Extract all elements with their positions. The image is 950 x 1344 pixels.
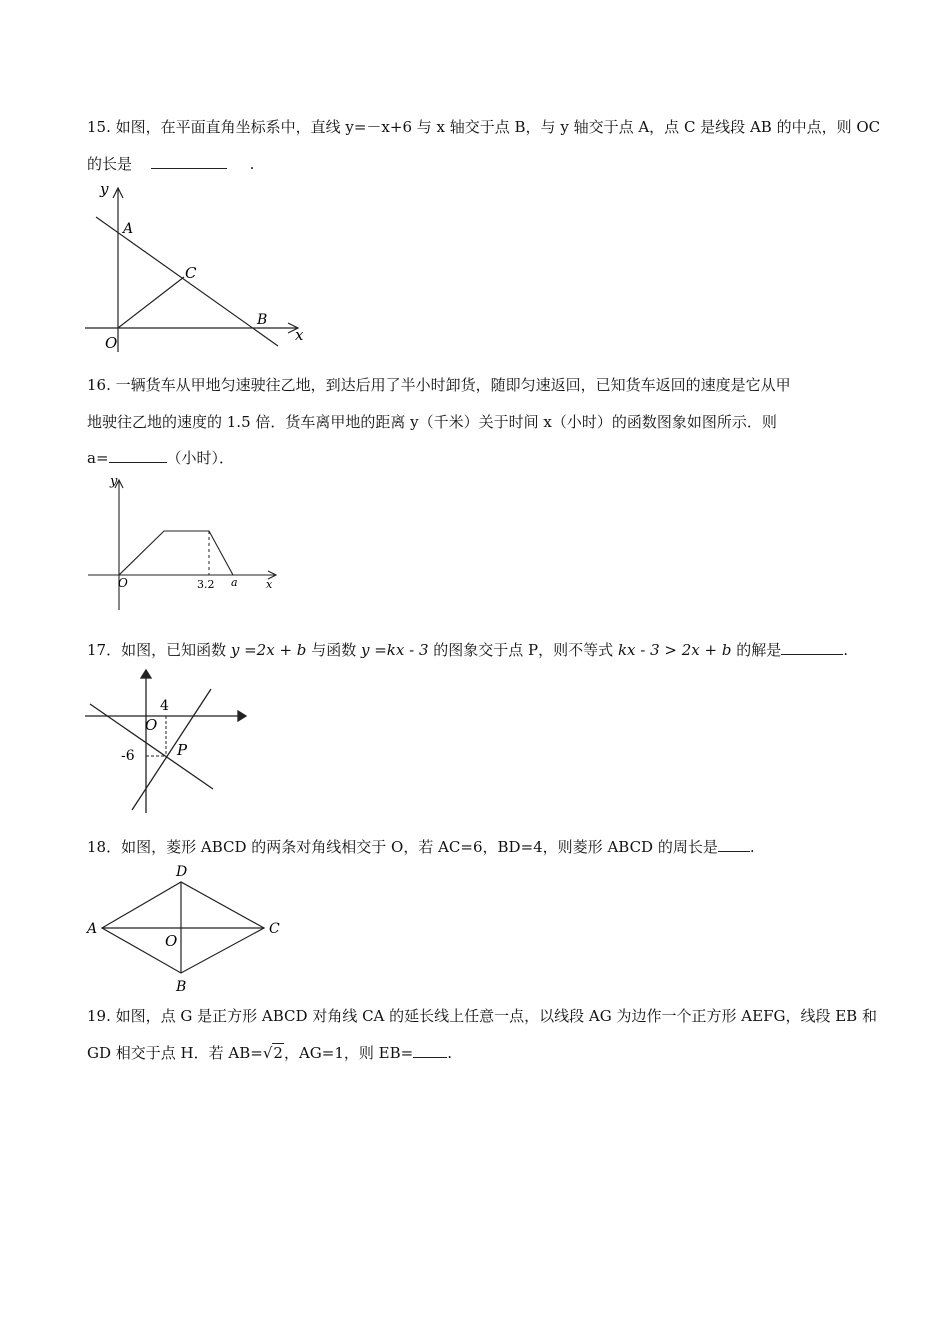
q17-text-mid2: 的图象交于点 P，则不等式	[433, 641, 614, 659]
q15-text-prefix: 的长是	[87, 155, 133, 173]
q18-label-c: C	[269, 921, 280, 937]
q15-label-a: A	[123, 221, 134, 237]
q16-label-o: O	[118, 576, 128, 590]
q16-graph-line	[119, 531, 233, 575]
q15-text-line2	[87, 154, 870, 174]
q16-answer-blank[interactable]	[109, 448, 167, 463]
q18-label-o: O	[165, 932, 178, 950]
q19-sqrt-value: 2	[273, 1044, 283, 1062]
q19-text-end: .	[447, 1044, 452, 1062]
q17-func2: y =kx - 3	[360, 641, 429, 659]
q18-answer-blank[interactable]	[718, 837, 750, 852]
q16-text-end: （小时）．	[166, 449, 235, 467]
q15-segment-oc	[118, 277, 184, 328]
q18-figure	[80, 860, 290, 995]
q18-label-a: A	[87, 921, 98, 937]
q17-text-prefix: 17．如图，已知函数	[87, 641, 227, 659]
q18-text	[87, 837, 870, 857]
q18-label-b: B	[176, 979, 187, 995]
q19-text-start: GD 相交于点 H．若 AB=	[87, 1044, 263, 1062]
q17-y-axis-arrow	[141, 670, 151, 678]
q16-tick-label: 3.2	[197, 578, 215, 591]
q19-text-line2	[87, 1043, 870, 1063]
q16-text-line3	[87, 448, 870, 468]
q17-figure	[80, 668, 260, 816]
q18-label-d: D	[176, 864, 188, 880]
q15-figure	[80, 180, 320, 355]
q17-text-end: .	[843, 641, 849, 659]
q16-text-line1: 16. 一辆货车从甲地匀速驶往乙地，到达后用了半小时卸货，随即匀速返回，已知货车返回的速度是它从甲	[87, 376, 791, 394]
q17-label-neg6: -6	[121, 748, 135, 764]
q16-text-line2: 地驶往乙地的速度的 1.5 倍．货车离甲地的距离 y（千米）关于时间 x（小时）的函数图象如图所示．则	[87, 413, 777, 431]
q15-label-c: C	[185, 264, 197, 282]
q15-label-y: y	[100, 180, 109, 198]
q19-text-mid: ，AG=1，则 EB=	[283, 1044, 414, 1062]
q16-label-x: x	[266, 578, 273, 591]
q19-answer-blank[interactable]	[413, 1043, 447, 1058]
q17-inequality: kx - 3 > 2x + b	[617, 641, 732, 659]
q17-func1: y =2x + b	[230, 641, 307, 659]
q15-text-end: .	[249, 155, 255, 173]
q17-text-mid: 与函数	[311, 641, 357, 659]
q17-text-suffix: 的解是	[736, 641, 782, 659]
q16-label-y: y	[110, 474, 118, 489]
q16-figure	[80, 470, 290, 615]
q17-label-o: O	[145, 716, 158, 734]
q17-answer-blank[interactable]	[781, 640, 843, 655]
q17-label-p: P	[177, 741, 188, 759]
q18-text-end: .	[749, 838, 755, 856]
q15-text-line1: 15. 如图，在平面直角坐标系中，直线 y=－x+6 与 x 轴交于点 B，与 y 轴交于点 A，点 C 是线段 AB 的中点，则 OC	[87, 118, 881, 136]
q15-label-o: O	[105, 334, 118, 352]
q18-text-body: 18．如图，菱形 ABCD 的两条对角线相交于 O，若 AC=6，BD=4，则菱形 ABCD 的周长是	[87, 838, 718, 856]
q16-label-a: a	[231, 576, 238, 589]
q15-answer-blank[interactable]	[151, 154, 227, 169]
q17-text	[87, 640, 870, 660]
q15-label-x: x	[295, 326, 304, 344]
q15-label-b: B	[257, 312, 268, 328]
q19-sqrt: √2	[262, 1044, 283, 1062]
q19-text-line1: 19. 如图，点 G 是正方形 ABCD 对角线 CA 的延长线上任意一点，以线段 AG 为边作一个正方形 AEFG，线段 EB 和	[87, 1007, 877, 1025]
q17-label-4: 4	[160, 698, 169, 714]
q16-text-prefix: a=	[87, 449, 109, 467]
q17-x-axis-arrow	[238, 711, 246, 721]
q17-line-y-2x-b	[132, 689, 211, 810]
